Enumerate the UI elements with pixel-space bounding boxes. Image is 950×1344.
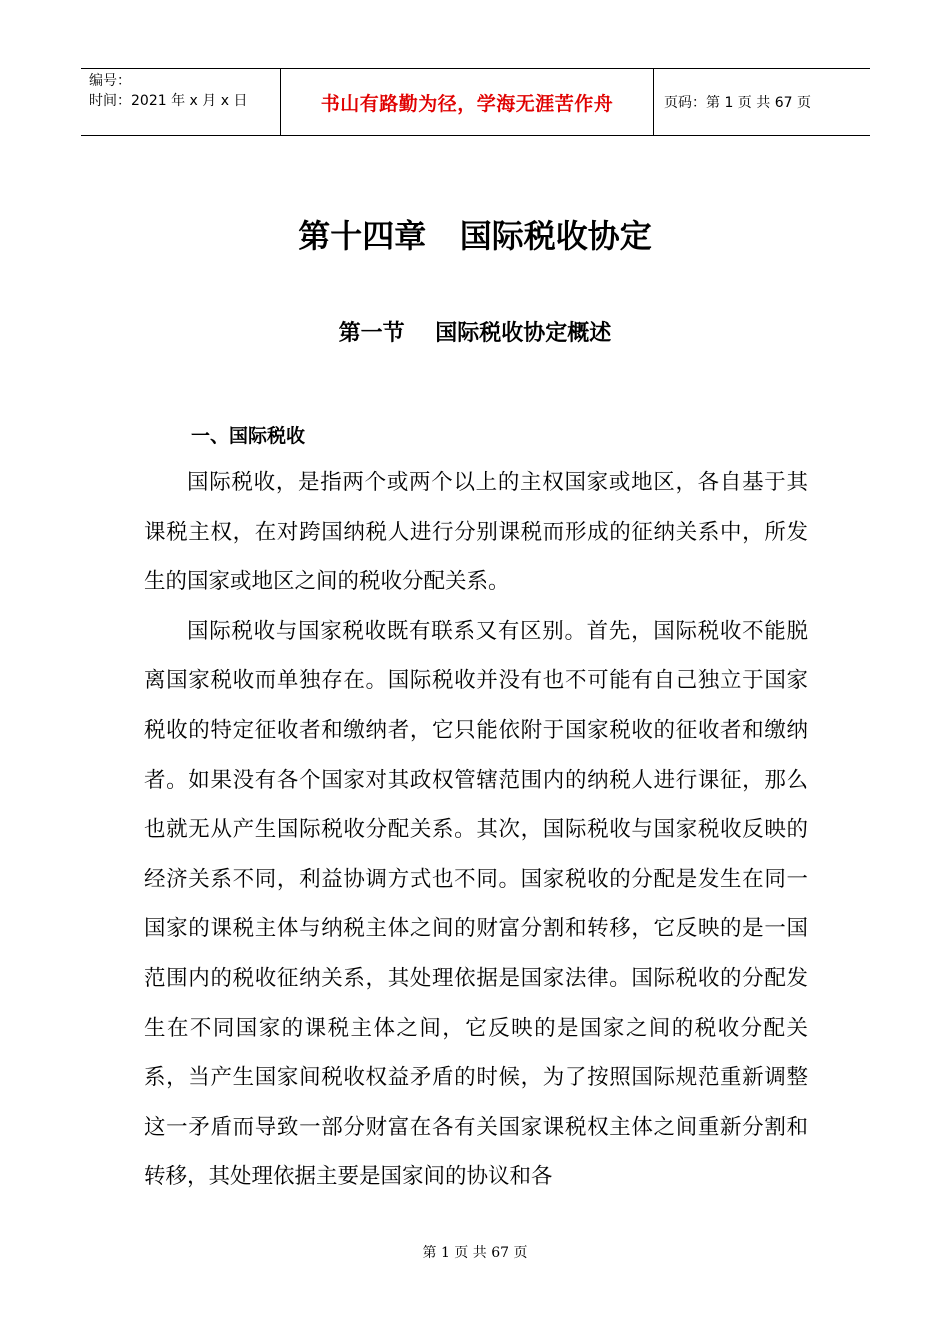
paragraph: 国际税收与国家税收既有联系又有区别。首先，国际税收不能脱离国家税收而单独存在。国际税收并没有也不可能有自己独立于国家税收的特定征收者和缴纳者，它只能依附于国家税收的征收者和缴纳者。如果没有各个国家对其政权管辖范围内的纳税人进行课征，那么也就无从产生国际税收分配关系。其次，国际税收与国家税收反映的经济关系不同，利益协调方式也不同。国家税收的分配是发生在同一国家的课税主体与纳税主体之间的财富分割和转移，它反映的是一国范围内的税收征纳关系，其处理依据是国家法律。国际税收的分配发生在不同国家的课税主体之间，它反映的是国家之间的税收分配关系，当产生国家间税收权益矛盾的时候，为了按照国际规范重新调整这一矛盾而导致一部分财富在各有关国家课税权主体之间重新分割和转移，其处理依据主要是国家间的协议和各: [144, 618, 808, 1190]
header-motto-cell: [281, 69, 654, 135]
header-page-cell: [654, 69, 870, 135]
header-motto: 书山有路勤为径，学海无涯苦作舟: [320, 92, 614, 115]
chapter-title: 第十四章 国际税收协定: [298, 217, 652, 255]
document-header: [81, 68, 870, 136]
header-page-info: 页码：第 1 页 共 67 页: [664, 95, 811, 111]
sub-heading: 一、国际税收: [191, 425, 306, 447]
document-number-label: 编号：: [89, 73, 131, 89]
body-text: [144, 458, 808, 1202]
section-title: 第一节 国际税收协定概述: [338, 321, 612, 346]
document-date: 时间：2021 年 x 月 x 日: [89, 93, 248, 109]
page-footer: 第 1 页 共 67 页: [422, 1245, 528, 1261]
paragraph: 国际税收，是指两个或两个以上的主权国家或地区，各自基于其课税主权，在对跨国纳税人进行分别课税而形成的征纳关系中，所发生的国家或地区之间的税收分配关系。: [144, 470, 808, 595]
header-meta-cell: [81, 69, 281, 135]
